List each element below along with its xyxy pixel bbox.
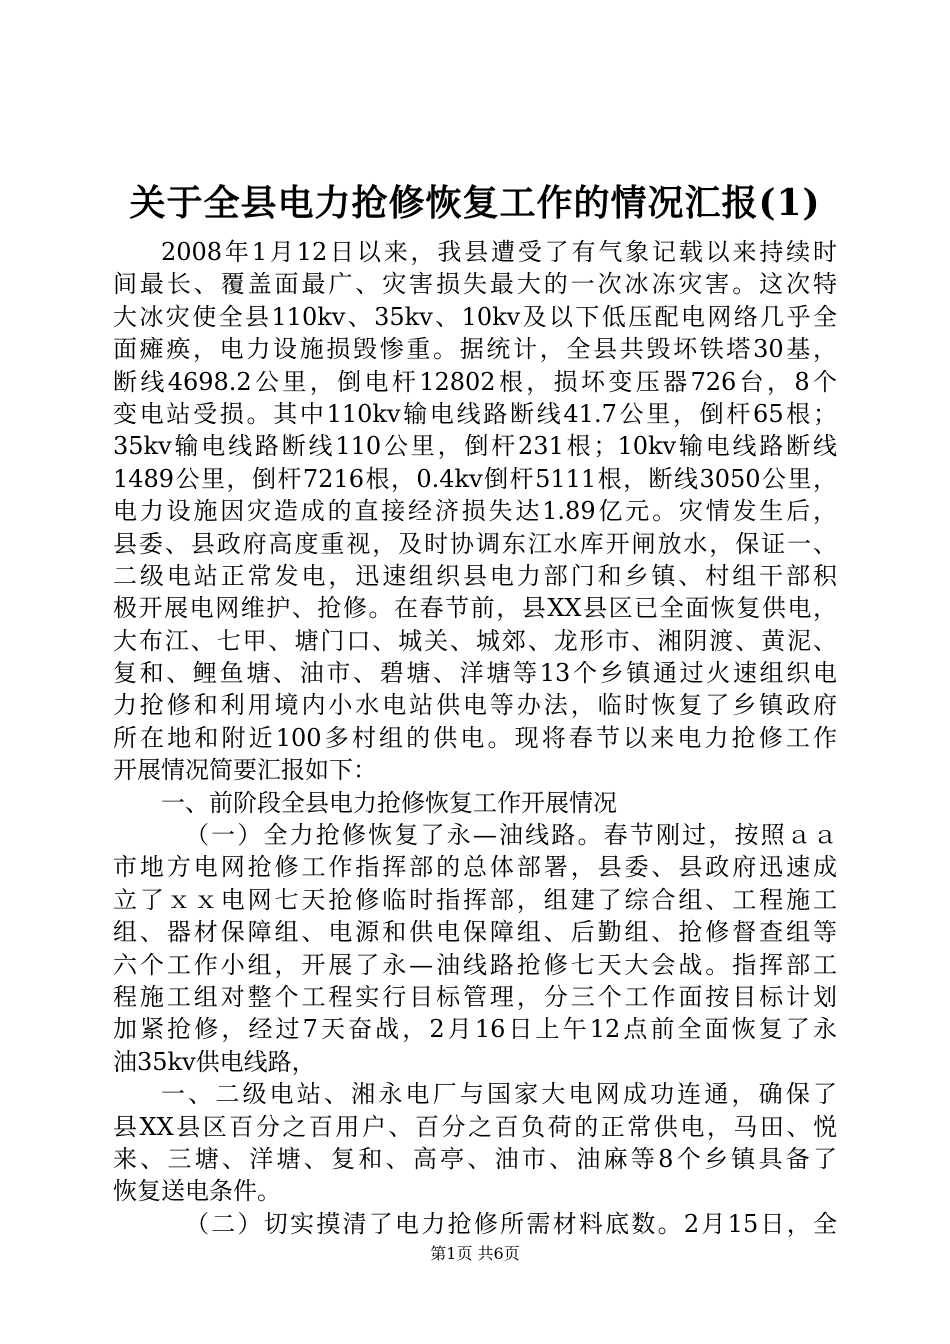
paragraph-line: （二）切实摸清了电力抢修所需材料底数。2月15日，全 (185, 1209, 837, 1238)
paragraph-line: 1489公里，倒杆7216根，0.4kv倒杆5111根，断线3050公里， (113, 464, 837, 493)
document-body (113, 236, 837, 1240)
document-title: 关于全县电力抢修恢复工作的情况汇报(1) (129, 182, 821, 224)
paragraph-line: 断线4698.2公里，倒电杆12802根，损坏变压器726台，8个 (113, 367, 837, 396)
paragraph-line: 间最长、覆盖面最广、灾害损失最大的一次冰冻灾害。这次特 (113, 270, 837, 299)
paragraph-line: 面瘫痪，电力设施损毁惨重。据统计，全县共毁坏铁塔30基， (113, 335, 837, 364)
paragraph-line: 大冰灾使全县110kv、35kv、10kv及以下低压配电网络几乎全 (113, 302, 837, 331)
paragraph-line: 35kv输电线路断线110公里，倒杆231根；10kv输电线路断线 (113, 432, 837, 461)
paragraph-line: （一）全力抢修恢复了永—油线路。春节刚过，按照ａａ (185, 821, 837, 850)
paragraph-line: 极开展电网维护、抢修。在春节前，县XX县区已全面恢复供电， (113, 594, 837, 623)
page-number: 第1页 共6页 (430, 1244, 520, 1263)
paragraph-line: 立了ｘｘ电网七天抢修临时指挥部，组建了综合组、工程施工 (113, 885, 837, 914)
paragraph-line: 二级电站正常发电，迅速组织县电力部门和乡镇、村组干部积 (113, 561, 837, 590)
paragraph-line: 县委、县政府高度重视，及时协调东江水库开闸放水，保证一、 (113, 529, 837, 558)
paragraph-line: 电力设施因灾造成的直接经济损失达1.89亿元。灾情发生后， (113, 497, 837, 526)
paragraph-line: 县XX县区百分之百用户、百分之百负荷的正常供电，马田、悦 (113, 1112, 837, 1141)
paragraph-line: 市地方电网抢修工作指挥部的总体部署，县委、县政府迅速成 (113, 853, 837, 882)
paragraph-line: 所在地和附近100多村组的供电。现将春节以来电力抢修工作 (113, 723, 837, 752)
paragraph-line: 来、三塘、洋塘、复和、高亭、油市、油麻等8个乡镇具备了 (113, 1144, 837, 1173)
paragraph-line: 组、器材保障组、电源和供电保障组、后勤组、抢修督查组等 (113, 918, 837, 947)
paragraph-line: 力抢修和利用境内小水电站供电等办法，临时恢复了乡镇政府 (113, 691, 837, 720)
paragraph-line: 开展情况简要汇报如下： (113, 756, 377, 785)
paragraph-line: 2008年1月12日以来，我县遭受了有气象记载以来持续时 (161, 238, 837, 266)
paragraph-line: 变电站受损。其中110kv输电线路断线41.7公里，倒杆65根； (113, 399, 837, 428)
paragraph-line: 大布江、七甲、塘门口、城关、城郊、龙形市、湘阴渡、黄泥、 (113, 626, 837, 655)
paragraph-line: 一、二级电站、湘永电厂与国家大电网成功连通，确保了 (161, 1080, 837, 1109)
paragraph-line: 程施工组对整个工程实行目标管理，分三个工作面按目标计划 (113, 982, 837, 1011)
paragraph-line: 加紧抢修，经过7天奋战，2月16日上午12点前全面恢复了永 (113, 1015, 837, 1044)
paragraph-line: 恢复送电条件。 (113, 1177, 281, 1206)
paragraph-line: 复和、鲤鱼塘、油市、碧塘、洋塘等13个乡镇通过火速组织电 (113, 659, 837, 688)
paragraph-line: 油35kv供电线路， (113, 1047, 316, 1076)
paragraph-line: 六个工作小组，开展了永—油线路抢修七天大会战。指挥部工 (113, 950, 837, 979)
section-heading: 一、前阶段全县电力抢修恢复工作开展情况 (161, 788, 617, 817)
